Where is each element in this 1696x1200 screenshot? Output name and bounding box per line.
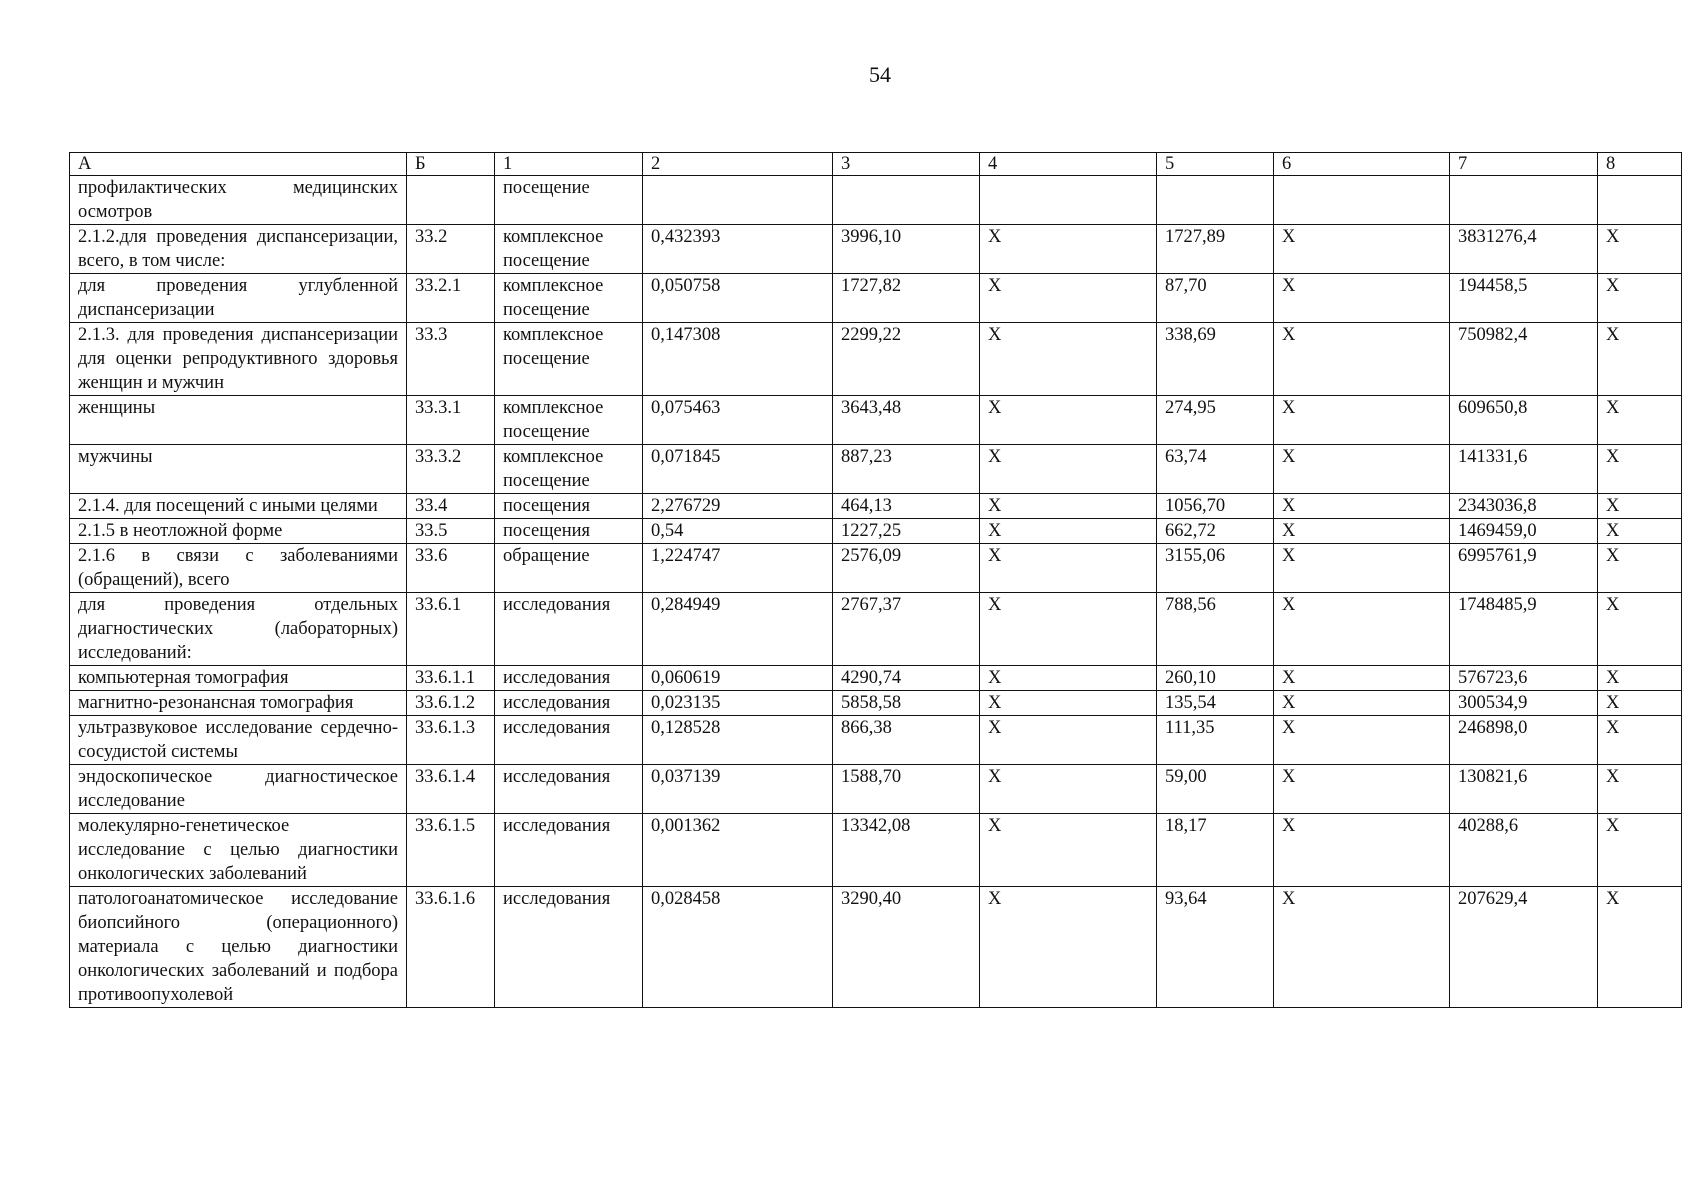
table-cell: X [980,666,1157,691]
table-cell: 788,56 [1157,593,1274,666]
table-cell: 130821,6 [1450,765,1598,814]
table-cell: 0,001362 [643,814,833,887]
header-cell: 1 [495,153,643,176]
table-cell: 3996,10 [833,225,980,274]
table-row [70,274,1682,323]
table-cell: X [980,494,1157,519]
row-name-cell: женщины [70,396,407,445]
table-row [70,176,1682,225]
table-row [70,814,1682,887]
table-cell: 576723,6 [1450,666,1598,691]
table-cell: 6995761,9 [1450,544,1598,593]
table-cell: X [1598,494,1682,519]
table-row [70,445,1682,494]
table-cell: X [1598,225,1682,274]
table-cell: X [1598,593,1682,666]
table-cell: 0,128528 [643,716,833,765]
table-cell: 0,432393 [643,225,833,274]
table-cell: исследования [495,691,643,716]
table-cell: X [1598,544,1682,593]
table-cell: 0,050758 [643,274,833,323]
table-row [70,716,1682,765]
table-cell: 2,276729 [643,494,833,519]
table-cell: X [980,814,1157,887]
table-cell: комплексное посещение [495,445,643,494]
table-cell: X [1274,396,1450,445]
table-cell: X [1274,593,1450,666]
table-cell: X [980,691,1157,716]
table-cell: X [980,593,1157,666]
table-cell: 13342,08 [833,814,980,887]
table-row [70,225,1682,274]
table-cell: 33.6.1 [407,593,495,666]
table-cell: 0,284949 [643,593,833,666]
table-cell: 0,060619 [643,666,833,691]
table-cell: комплексное посещение [495,396,643,445]
table-cell: X [1274,445,1450,494]
table-cell [1157,176,1274,225]
table-cell: 33.6.1.6 [407,887,495,1008]
table-row [70,519,1682,544]
table-cell: X [1274,225,1450,274]
header-cell: А [70,153,407,176]
row-name-cell: профилактических медицинских осмотров [70,176,407,225]
table-cell: комплексное посещение [495,323,643,396]
table-cell: 300534,9 [1450,691,1598,716]
table-row [70,544,1682,593]
table-cell: 33.2.1 [407,274,495,323]
table-cell: 33.3 [407,323,495,396]
table-cell: 1748485,9 [1450,593,1598,666]
table-cell: 3643,48 [833,396,980,445]
table-cell: X [1598,445,1682,494]
row-name-cell: эндоскопическое диагностическое исследование [70,765,407,814]
table-cell: X [980,765,1157,814]
row-name-cell: 2.1.5 в неотложной форме [70,519,407,544]
row-name-cell: магнитно-резонансная томография [70,691,407,716]
table-cell: 33.6.1.4 [407,765,495,814]
table-row [70,666,1682,691]
table-cell: посещения [495,519,643,544]
table-cell: 33.3.2 [407,445,495,494]
table-cell: X [1274,716,1450,765]
table-cell: X [980,274,1157,323]
table-cell [407,176,495,225]
header-row [70,153,1682,176]
table-cell: 0,075463 [643,396,833,445]
table-cell: 0,147308 [643,323,833,396]
table-cell: обращение [495,544,643,593]
table-row [70,396,1682,445]
table-cell: 866,38 [833,716,980,765]
table-cell: 1469459,0 [1450,519,1598,544]
table-cell: 2343036,8 [1450,494,1598,519]
table-cell: 111,35 [1157,716,1274,765]
table-cell: 0,54 [643,519,833,544]
table-cell: 0,037139 [643,765,833,814]
table-cell: исследования [495,814,643,887]
table-cell: X [1274,887,1450,1008]
table-cell: 1727,82 [833,274,980,323]
table-cell: 1227,25 [833,519,980,544]
table-cell: 260,10 [1157,666,1274,691]
table-cell [1598,176,1682,225]
table-cell: 1588,70 [833,765,980,814]
table-cell: 33.3.1 [407,396,495,445]
table-cell: 1,224747 [643,544,833,593]
table-cell: X [980,323,1157,396]
table-cell: 63,74 [1157,445,1274,494]
table-cell: 141331,6 [1450,445,1598,494]
table-cell: 5858,58 [833,691,980,716]
row-name-cell: для проведения углубленной диспансеризации [70,274,407,323]
table-cell: исследования [495,666,643,691]
table-cell: 887,23 [833,445,980,494]
table-cell: 662,72 [1157,519,1274,544]
table-cell: исследования [495,887,643,1008]
table-cell: исследования [495,765,643,814]
table-cell: X [1598,274,1682,323]
table-cell: 18,17 [1157,814,1274,887]
table-cell: комплексное посещение [495,274,643,323]
table-cell: X [1274,765,1450,814]
table-cell: X [980,887,1157,1008]
table-cell: 0,023135 [643,691,833,716]
row-name-cell: патологоанатомическое исследование биопсийного (операционного) материала с целью диагностики онкологических заболеваний и подбора противоопухолевой [70,887,407,1008]
table-row [70,494,1682,519]
table-cell: X [1598,765,1682,814]
table-cell: X [980,519,1157,544]
table-cell: посещения [495,494,643,519]
table-cell: 609650,8 [1450,396,1598,445]
table-cell: 33.6.1.3 [407,716,495,765]
table-cell: 33.2 [407,225,495,274]
data-table [69,152,1682,1008]
header-cell: 4 [980,153,1157,176]
table-cell: X [1598,666,1682,691]
row-name-cell: для проведения отдельных диагностических (лабораторных) исследований: [70,593,407,666]
header-cell: 2 [643,153,833,176]
table-cell [643,176,833,225]
table-cell: 33.6.1.1 [407,666,495,691]
table-row [70,887,1682,1008]
table-cell: 194458,5 [1450,274,1598,323]
table-cell: X [1274,519,1450,544]
table-cell: X [1274,274,1450,323]
table-cell: 135,54 [1157,691,1274,716]
table-cell: 87,70 [1157,274,1274,323]
table-cell: 750982,4 [1450,323,1598,396]
header-cell: Б [407,153,495,176]
table-cell: X [980,544,1157,593]
table-cell: исследования [495,593,643,666]
table-cell: X [1274,323,1450,396]
table-cell: X [1274,814,1450,887]
header-cell: 8 [1598,153,1682,176]
table-cell: 2576,09 [833,544,980,593]
table-cell: 4290,74 [833,666,980,691]
page-number: 54 [869,62,891,87]
table-cell: X [980,445,1157,494]
table-cell: 3831276,4 [1450,225,1598,274]
table-cell: 464,13 [833,494,980,519]
table-cell: 2767,37 [833,593,980,666]
table-cell: 338,69 [1157,323,1274,396]
table-cell: 33.5 [407,519,495,544]
table-row [70,323,1682,396]
table-cell: 3155,06 [1157,544,1274,593]
table-cell: 93,64 [1157,887,1274,1008]
table-cell: 33.4 [407,494,495,519]
table-cell: посещение [495,176,643,225]
table-cell: 0,071845 [643,445,833,494]
table-cell: 40288,6 [1450,814,1598,887]
header-cell: 6 [1274,153,1450,176]
table-cell: исследования [495,716,643,765]
table-row [70,765,1682,814]
table-cell: X [1274,494,1450,519]
table-cell: 59,00 [1157,765,1274,814]
table-cell: 1056,70 [1157,494,1274,519]
table-cell: 33.6.1.5 [407,814,495,887]
table-cell: 3290,40 [833,887,980,1008]
table-row [70,691,1682,716]
table-cell: 2299,22 [833,323,980,396]
table-cell: комплексное посещение [495,225,643,274]
header-cell: 5 [1157,153,1274,176]
table-cell: X [1598,396,1682,445]
row-name-cell: молекулярно-генетическое исследование с целью диагностики онкологических заболеваний [70,814,407,887]
table-cell [833,176,980,225]
header-cell: 3 [833,153,980,176]
table-cell: X [1598,691,1682,716]
table-cell: 33.6.1.2 [407,691,495,716]
row-name-cell: мужчины [70,445,407,494]
table-row [70,593,1682,666]
table-cell: 0,028458 [643,887,833,1008]
table-cell: 33.6 [407,544,495,593]
row-name-cell: 2.1.6 в связи с заболеваниями (обращений), всего [70,544,407,593]
row-name-cell: 2.1.4. для посещений с иными целями [70,494,407,519]
table-cell: X [980,716,1157,765]
table-cell [1450,176,1598,225]
row-name-cell: компьютерная томография [70,666,407,691]
table-cell: X [1598,323,1682,396]
row-name-cell: ультразвуковое исследование сердечно-сосудистой системы [70,716,407,765]
table-cell [980,176,1157,225]
table-cell: X [1274,691,1450,716]
table-cell: 246898,0 [1450,716,1598,765]
table-cell: X [1598,887,1682,1008]
table-cell: X [980,396,1157,445]
table-cell [1274,176,1450,225]
table-cell: 207629,4 [1450,887,1598,1008]
table-cell: X [1598,519,1682,544]
table-cell: X [1598,814,1682,887]
row-name-cell: 2.1.3. для проведения диспансеризации для оценки репродуктивного здоровья женщин и мужчин [70,323,407,396]
table-cell: X [980,225,1157,274]
table-cell: 1727,89 [1157,225,1274,274]
table-cell: X [1598,716,1682,765]
table-cell: X [1274,544,1450,593]
row-name-cell: 2.1.2.для проведения диспансеризации, всего, в том числе: [70,225,407,274]
table-cell: X [1274,666,1450,691]
table-cell: 274,95 [1157,396,1274,445]
header-cell: 7 [1450,153,1598,176]
